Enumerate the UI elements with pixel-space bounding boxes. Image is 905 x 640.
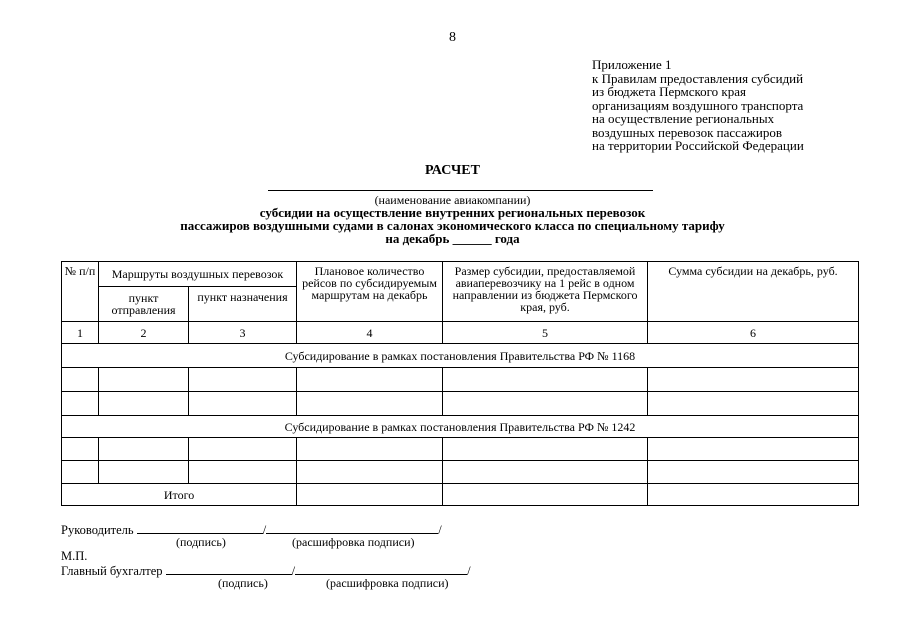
appendix-line: к Правилам предоставления субсидий — [592, 70, 804, 86]
section-row-1168 — [62, 344, 859, 368]
header-departure: пункт отправления — [99, 287, 189, 322]
accountant-label: Главный бухгалтер — [61, 564, 163, 578]
head-label: Руководитель — [61, 523, 134, 537]
total-label: Итого — [62, 484, 297, 506]
column-number: 3 — [189, 322, 297, 344]
table-cell[interactable] — [189, 392, 297, 416]
appendix-block — [592, 58, 804, 153]
table-cell[interactable] — [648, 438, 859, 461]
header-number: № п/п — [62, 262, 99, 322]
slash: / — [438, 523, 442, 537]
document-title: РАСЧЕТ — [425, 163, 480, 178]
airline-name-hint: (наименование авиакомпании) — [374, 193, 531, 207]
column-number: 5 — [443, 322, 648, 344]
table-cell[interactable] — [62, 461, 99, 484]
table-cell[interactable] — [443, 484, 648, 506]
slash: / — [291, 564, 296, 578]
appendix-line: на осуществление региональных — [592, 111, 775, 126]
table-cell[interactable] — [189, 368, 297, 392]
header-planned-flights: Плановое количество рейсов по субсидируемым маршрутам на декабрь — [297, 262, 443, 322]
table-row — [62, 368, 859, 392]
accountant-decoding-hint: (расшифровка подписи) — [326, 576, 449, 590]
section-row-1242 — [62, 416, 859, 438]
header-routes: Маршруты воздушных перевозок — [99, 262, 297, 287]
table-cell[interactable] — [189, 438, 297, 461]
head-signature-field[interactable] — [137, 522, 263, 534]
table-cell[interactable] — [648, 484, 859, 506]
subtitle-line: пассажиров воздушными судами в салонах экономического класса по специальному тарифу — [180, 218, 725, 233]
table-cell[interactable] — [297, 438, 443, 461]
appendix-line: Приложение 1 — [592, 57, 672, 72]
airline-name-field[interactable] — [268, 190, 653, 191]
table-row — [62, 461, 859, 484]
accountant-signature-field[interactable] — [166, 563, 292, 575]
appendix-line: на территории Российской Федерации — [592, 138, 804, 153]
table-cell[interactable] — [443, 461, 648, 484]
header-destination: пункт назначения — [189, 287, 297, 322]
table-cell[interactable] — [443, 368, 648, 392]
table-header-row — [62, 262, 859, 287]
appendix-line: из бюджета Пермского края — [592, 84, 747, 99]
appendix-line: воздушных перевозок пассажиров — [592, 124, 782, 140]
table-cell[interactable] — [99, 368, 189, 392]
column-number: 6 — [648, 322, 859, 344]
column-number: 2 — [99, 322, 189, 344]
table-cell[interactable] — [62, 368, 99, 392]
table-cell[interactable] — [297, 484, 443, 506]
table-cell[interactable] — [99, 461, 189, 484]
head-decoding-hint: (расшифровка подписи) — [292, 535, 415, 549]
document-subtitle — [0, 206, 905, 245]
total-row — [62, 484, 859, 506]
accountant-signature-hint: (подпись) — [218, 576, 268, 590]
slash: / — [262, 523, 267, 537]
header-subsidy-size: Размер субсидии, предоставляемой авиаперевозчику на 1 рейс в одном направлении из бюджета Пермского края, руб. — [443, 262, 648, 322]
column-number: 4 — [297, 322, 443, 344]
page-number: 8 — [449, 30, 456, 45]
table-cell[interactable] — [189, 461, 297, 484]
table-cell[interactable] — [443, 438, 648, 461]
table-row — [62, 438, 859, 461]
subtitle-line: субсидии на осуществление внутренних региональных перевозок — [259, 205, 646, 220]
column-number: 1 — [62, 322, 99, 344]
table-cell[interactable] — [648, 461, 859, 484]
table-cell[interactable] — [297, 461, 443, 484]
table-cell[interactable] — [648, 392, 859, 416]
table-cell[interactable] — [62, 438, 99, 461]
appendix-line: организациям воздушного транспорта — [592, 97, 804, 113]
head-decoding-field[interactable] — [266, 522, 438, 534]
section-title-1168: Субсидирование в рамках постановления Правительства РФ № 1168 — [62, 344, 859, 368]
accountant-decoding-field[interactable] — [295, 563, 467, 575]
section-title-1242: Субсидирование в рамках постановления Правительства РФ № 1242 — [62, 416, 859, 438]
stamp-label: М.П. — [61, 549, 88, 563]
table-cell[interactable] — [648, 368, 859, 392]
table-cell[interactable] — [99, 438, 189, 461]
column-number-row — [62, 322, 859, 344]
table-row — [62, 392, 859, 416]
table-cell[interactable] — [297, 368, 443, 392]
header-subsidy-sum: Сумма субсидии на декабрь, руб. — [648, 262, 859, 322]
head-signature-hint: (подпись) — [176, 535, 226, 549]
slash: / — [467, 564, 471, 578]
subtitle-line: на декабрь ______ года — [385, 231, 520, 246]
table-cell[interactable] — [62, 392, 99, 416]
table-cell[interactable] — [297, 392, 443, 416]
table-cell[interactable] — [99, 392, 189, 416]
subsidy-table — [61, 261, 859, 506]
table-cell[interactable] — [443, 392, 648, 416]
